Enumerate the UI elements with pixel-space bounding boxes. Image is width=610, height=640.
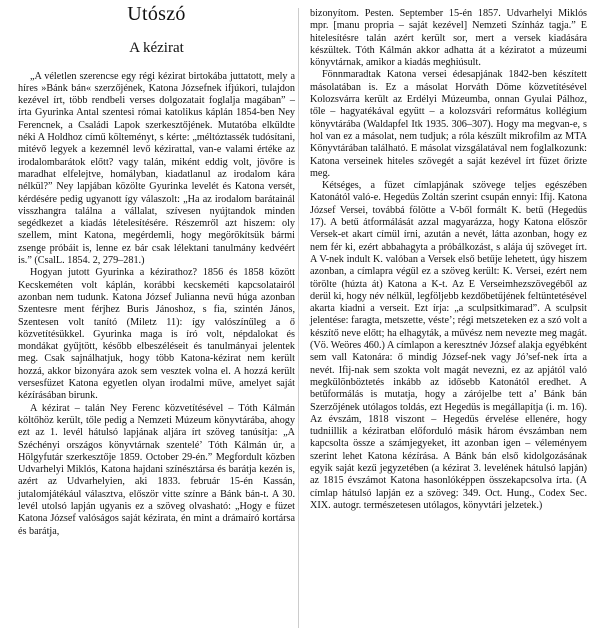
column-divider [298, 8, 299, 628]
chapter-title: Utószó [127, 3, 186, 25]
section-heading: A kézirat [129, 40, 184, 57]
paragraph: A kézirat – talán Ney Ferenc közvetítésével – Tóth Kálmán költőhöz került, tőle pedig a Nemzeti Múzeum könyvtárába, ahogy ezt az 1. levél hátulsó lapjának aljára írt szöveg tanúsítja: „A Széchényi országos könyvtárnak szentelé’ Tóth Kálmán úr, a Hölgyfutár szerkesztője 1859. October 29-én.” Megfordult közben Udvarhelyi Miklós, Katona hajdani színésztársa és barátja kezén is, azért az Udvarhelyien, aki 1833. február 15-én Kassán, jutalomjátékául választva, először vitte színre a Bánk bán-t. A 30. levél utolsó lapján ugyanis ez a szöveg olvasható: „Hogy e füzet Katona József valóságos saját kézirata, én mint a drámaíró kortársa és barátja, [18, 402, 295, 537]
right-column [310, 8, 587, 512]
paragraph: „A véletlen szerencse egy régi kézirat birtokába juttatott, mely a híres »Bánk bán« szerzőjének, Katona Józsefnek ifjúkori, tulajdon kezével írt, több rendbeli verses dolgozatait foglalja magában” – írta Gyurinka Antal szentesi római katolikus káplán 1854-ben Ney Ferencnek, a Családi Lapok szerkesztőjének. Mutatóba elküldte néki A Holdhoz című költeményt, s kérte: „méltóztassék tudósítani, mitévő legyek a kezemnél levő kézirattal, van-e valami értéke az irodalombarátok előtt? vagy talán, miként eddig volt, jövőre is maradhat elfelejtve, homályban, kiadatlanul az irodalom kára nélkül?” Ney lapjában közölte Gyurinka levelét és Katona versét, kérdésére pedig ugyanott így válaszolt: „Ha az irodalom barátainál visszhangra találna a vállalat, szívesen nyújtandok minden segédkezet a kiadás lételesítésére. Részemről azt hiszem: oly szellem, mint Katona, megérdemli, hogy megörökítsük bármi zsenge próbáit is, lenne ez bár csak lélektani tanulmány kedvéért is.” (CsalL. 1854. 2, 279–281.) [18, 70, 295, 267]
paragraph: Hogyan jutott Gyurinka a kézirathoz? 1856 és 1858 között Kecskeméten volt káplán, korábbi kecskeméti kapcsolatairól azonban nem tudunk. Katona József Julianna nevű húga azonban Szentesre ment férjhez Buris Jánoshoz, s fia, szintén János, Szentesen volt tanító (Miletz 11): így valószínűleg a ő közvetítésükkel. Gyurinka maga is író volt, népdalokat és mondákat gyűjtött, később elbeszéléseit és tanulmányai jelentek meg. Csak sajnálhatjuk, hogy több Katona-kézirat nem került hozzá, akkor bizonyára azok sem vesztek volna el. A hozzá került versesfüzet Katona egyetlen olyan irodalmi műve, amelyet saját kézírásában birunk. [18, 267, 295, 402]
paragraph: Kétséges, a füzet címlapjának szövege teljes egészében Katonától való-e. Hegedüs Zoltán szerint csupán ennyi: Ifij. Katona József Versei, továbbá fölötte a V-ből formált K. betű (Hegedüs 17). A betű átformálását azzal magyarázza, hogy Katona először Versek-et akart címül írni, azután a nevét, látta azonban, hogy ez nem fér ki, ezért abbahagyta a próbálkozást, s alája új szöveget írt. A V-nek indult K. valóban a Versek első betűje lehetett, úgy hiszem azonban, a címlapra végül ez a szöveg került: K. Versei, ezért nem törölte (húzta át) Katona a K-t. Az E Verseimhezszövegéből az derül ki, hogy név nélkül, legföljebb kezdőbetűjének feltüntetésével akarta kiadni a verseit. Ezt írja: „a sculpsitkimarad”. A sculpsit jelentése: faragta, metszette, véste’; régi metszeteken ez a szó volt a készítő neve előtt; ha elhagyták, a művész nem nevezte meg magát. (Vö. Weöres 460.) A címlapon a keresztnév József alakja egyébként sem vall Katonára: ő mindig József-nek vagy Jó’sef-nek írta a nevét. Ifij-nak sem szokta volt magát nevezni, ez az apjától való megkülönböztetés inkább az idősebb Katonától eredhet. A betűformálás is mutatja, hogy a zárójelbe tett a’ Bánk bán Szerzőjének utólagos toldás, ezt Hegedüs is megállapítja (i. m. 16). Az évszám, 1818 viszont – Hegedüs érvelése ellenére, hogy tudniillik a kéziratban előforduló másik három évszámban nem kapcsolta össze a számjegyeket, itt azonban igen – véleményem szerint lehet Katona kézírása. A Bánk bán első kidolgozásának egyik saját kezű jegyzetében (a kézirat 3. levelének hátulsó lapján) az 1815 évszámot Katona hasonlóképpen összekapcsolva írta. (A címlap hátulsó lapján ez a szöveg: 349. Oct. Hung., Codex Sec. XIX. autogr. természetesen utólagos, könyvtári jelzetek.) [310, 180, 587, 511]
paragraph: bizonyítom. Pesten. September 15-én 1857. Udvarhelyi Miklós mpr. [manu propria – saját kezével] Nemzeti Színház tagja.” E hitelesítésre talán azért került sor, mert a versek kiadására készültek. Tóth Kálmán akkor adhatta át a kéziratot a múzeumi könyvtárnak, amikor a kiadás meghiúsult. [310, 8, 587, 69]
left-column [18, 3, 295, 538]
paragraph: Fönnmaradtak Katona versei édesapjának 1842-ben készített másolatában is. Ez a másolat Horváth Döme közvetítésével Kolozsvárra került az Erdélyi Múzeumba, onnan Gyulai Pálhoz, tőle – hagyatékával együtt – a kolozsvári református kollégium könyvtárába (Waldapfel Itk 1935. 306–307). Hogy ma megvan-e, s hol van ez a másolat, nem tudjuk; a róla készült mikrofilm az MTA Könyvtárában található. E másolat vizsgálatával nem foglalkozunk: Katona verseinek hiteles szövegét a saját kezével írt füzet őrizte meg. [310, 69, 587, 179]
